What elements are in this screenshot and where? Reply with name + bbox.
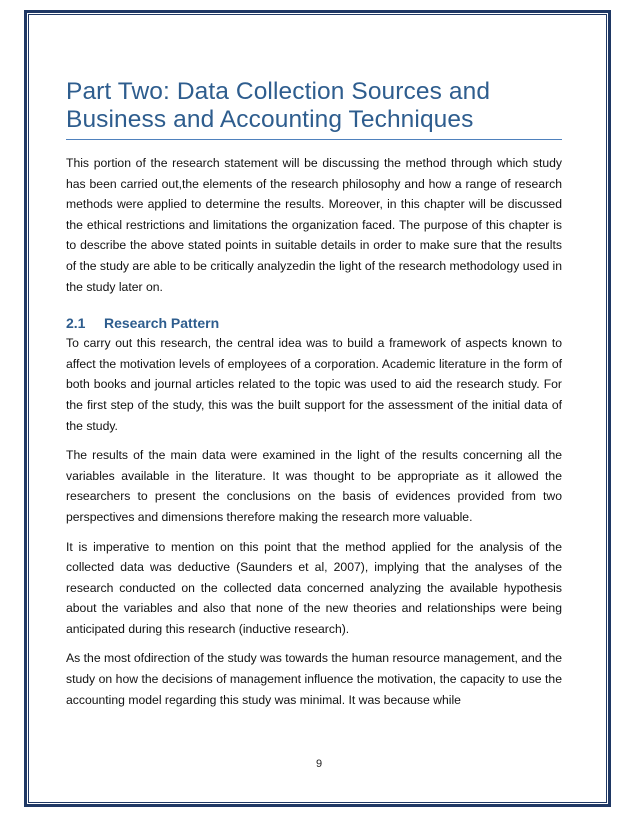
intro-paragraph: This portion of the research statement will be discussing the method through which study has been carried out,the elements of the research philosophy and how a range of research methods were applied to determine the results. Moreover, in this chapter will be discussed the ethical restrictions and limitations the organization faced. The purpose of this chapter is to describe the above stated points in suitable details in order to make sure that the results of the study are able to be critically analyzedin the light of the research methodology used in the study later on.: [66, 156, 562, 294]
body-paragraph-1: To carry out this research, the central idea was to build a framework of aspects known to affect the motivation levels of employees of a corporation. Academic literature in the form of both books and journal articles related to the topic was used to aid the research study. For the first step of the study, this was the built support for the assessment of the initial data of the study.: [66, 336, 562, 433]
body-paragraph-2: The results of the main data were examined in the light of the results concerning all the variables available in the literature. It was thought to be appropriate as it allowed the researchers to present the conclusions on the basis of evidences provided from two perspectives and dimensions therefore making the research more valuable.: [66, 448, 562, 524]
section-title: Research Pattern: [104, 315, 220, 332]
body-paragraph-3: It is imperative to mention on this point that the method applied for the analysis of the collected data was deductive (Saunders et al, 2007), implying that the analyses of the research conducted on the collected data concerned analyzing the available hypothesis about the variables and also that none of the new theories and relationships were being anticipated during this research (inductive research).: [66, 539, 562, 636]
page-title: [66, 78, 562, 134]
page-title-line-1: Part Two: Data Collection Sources and: [66, 78, 491, 105]
section-number: 2.1: [66, 315, 86, 332]
body-paragraph-4: As the most ofdirection of the study was towards the human resource management, and the study on how the decisions of management influence the motivation, the capacity to use the accounting model regarding this study was minimal. It was because while: [66, 651, 562, 707]
page-title-line-2: Business and Accounting Techniques: [66, 106, 474, 133]
section-heading: [66, 314, 562, 332]
page-number: 9: [315, 758, 323, 770]
page-content: [66, 78, 562, 710]
title-underline: [66, 139, 562, 140]
